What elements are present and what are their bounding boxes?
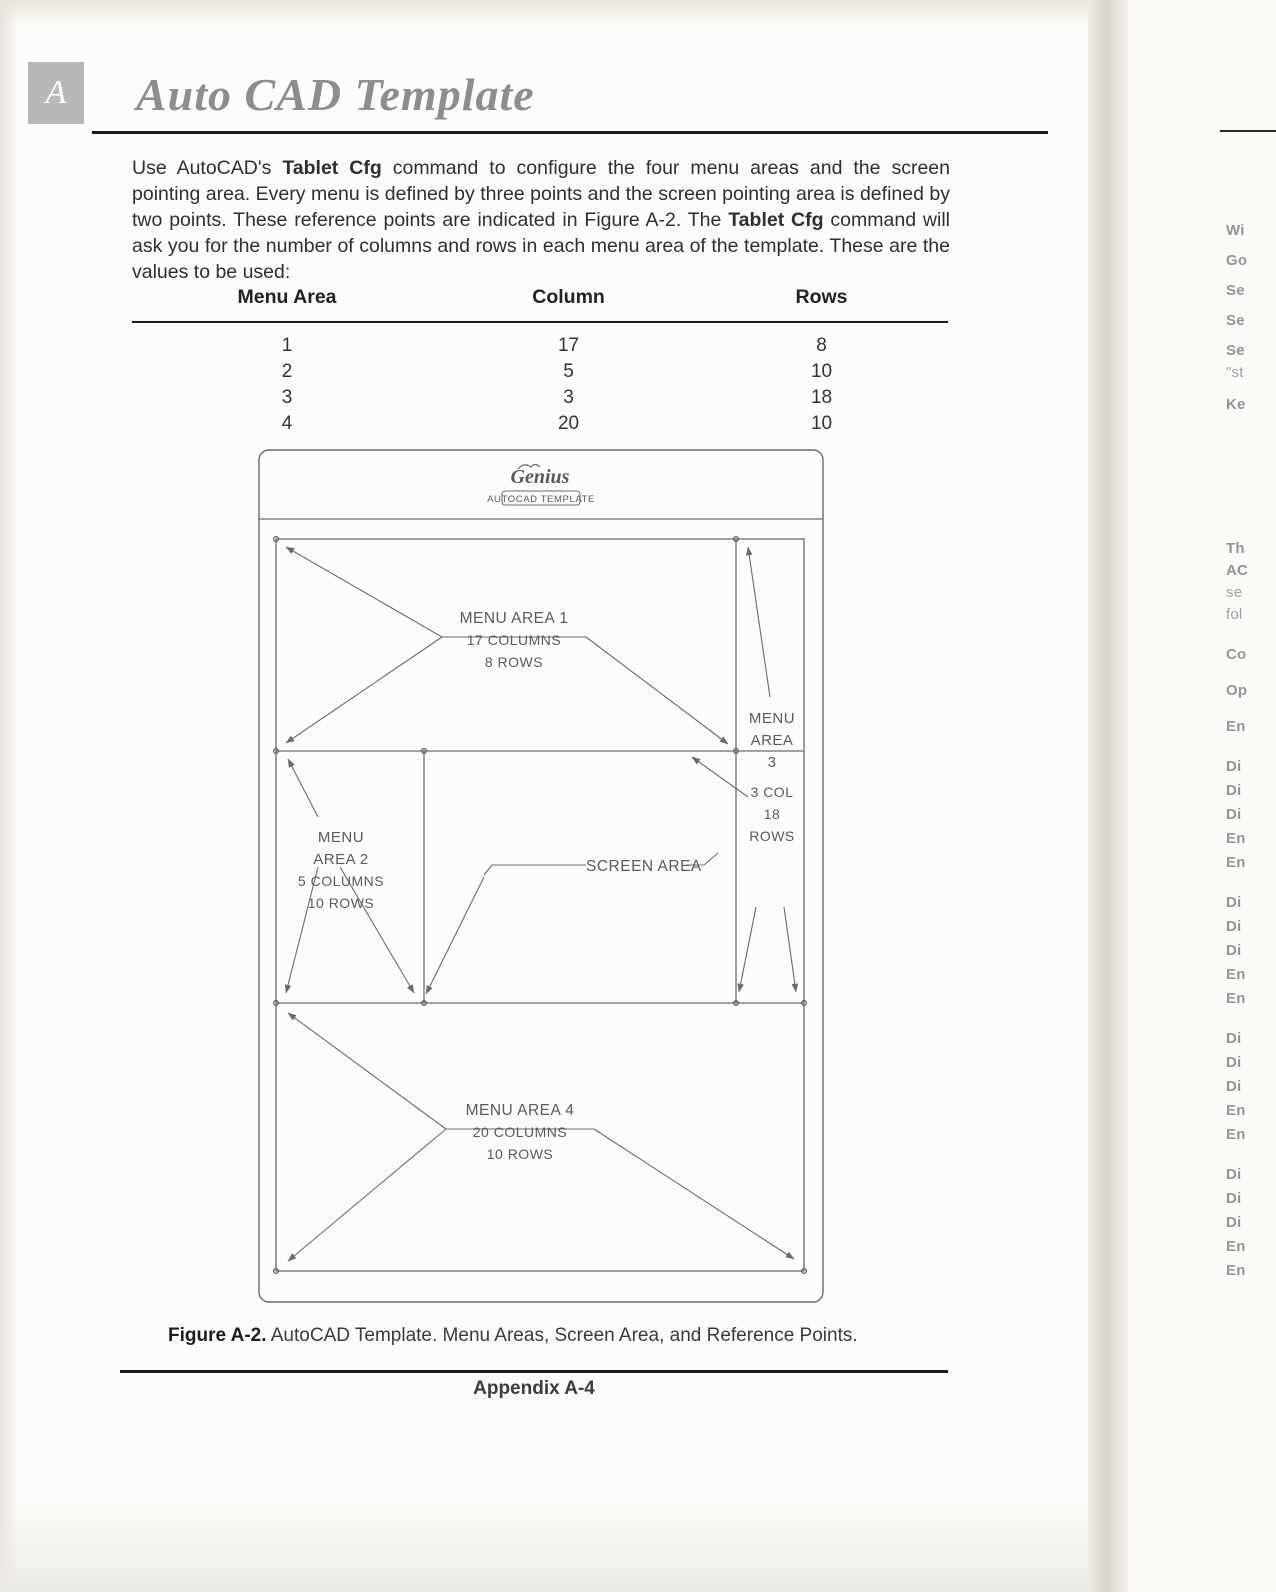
chapter-letter-badge: A (28, 62, 84, 124)
leader-bar-screen-left (484, 865, 586, 875)
cell-column: 17 (557, 335, 580, 356)
table-header-column: Column (532, 286, 605, 308)
genius-logo (487, 465, 595, 506)
next-page-ghost-line: Wi (1226, 222, 1245, 239)
next-page-ghost-line: Di (1226, 942, 1242, 959)
next-page-ghost-line: Di (1226, 1030, 1242, 1047)
figure-caption (168, 1325, 968, 1347)
page-footer: Appendix A-4 (473, 1378, 595, 1399)
label-area1-title: MENU AREA 1 (459, 610, 569, 627)
label-area1-columns: 17 COLUMNS (466, 632, 562, 648)
cell-column: 5 (563, 361, 574, 382)
cell-rows: 18 (810, 387, 833, 408)
table-row (132, 322, 948, 359)
page-edge-shadow-left (0, 0, 18, 1592)
book-gutter-shadow (1088, 0, 1128, 1592)
next-page-ghost-line: En (1226, 1262, 1246, 1279)
next-page-ghost-line: Di (1226, 1054, 1242, 1071)
label-area4-rows: 10 ROWS (486, 1146, 554, 1162)
page-edge-shadow-top (0, 0, 1128, 26)
next-page-ghost-line: se (1226, 584, 1243, 601)
next-page-ghost-line: En (1226, 1126, 1246, 1143)
cell-menu-area: 2 (281, 361, 293, 382)
next-page-ghost-line: En (1226, 830, 1246, 847)
cell-column: 3 (563, 387, 574, 408)
label-area2-columns: 5 COLUMNS (297, 873, 385, 889)
next-page-ghost-line: Di (1226, 782, 1242, 799)
leader-lines-screen (426, 877, 484, 994)
next-page-ghost-line: Ke (1226, 396, 1246, 413)
next-page-ghost-line: Go (1226, 252, 1248, 269)
label-area3-line1: MENU (748, 710, 796, 727)
label-area2-line1: MENU (317, 829, 365, 846)
next-page-ghost-line: Di (1226, 1166, 1242, 1183)
header-divider (92, 131, 1048, 134)
table-header-row (132, 282, 948, 322)
menu-area-table (132, 282, 948, 437)
table-header-menu-area: Menu Area (237, 286, 337, 308)
next-page-ghost-line: Se (1226, 282, 1245, 299)
table-row (132, 411, 948, 437)
label-area4-columns: 20 COLUMNS (472, 1124, 568, 1140)
next-page-ghost-line: En (1226, 718, 1246, 735)
next-page-preview (1128, 0, 1276, 1592)
label-screen-area: SCREEN AREA (586, 858, 702, 875)
next-page-ghost-line: Di (1226, 758, 1242, 775)
table-row (132, 359, 948, 385)
next-page-ghost-line: Di (1226, 918, 1242, 935)
label-area3-line2: AREA (750, 732, 794, 749)
leader-lines-area3 (692, 547, 796, 992)
cell-rows: 10 (810, 413, 833, 434)
label-area3-line3: 3 (767, 754, 777, 771)
label-area2-line2: AREA 2 (313, 851, 369, 868)
next-page-ghost-line: En (1226, 1102, 1246, 1119)
table-row (132, 385, 948, 411)
next-page-rule (1220, 130, 1276, 132)
next-page-ghost-line: En (1226, 990, 1246, 1007)
page-edge-shadow-bottom (0, 1500, 1128, 1592)
label-area2-rows: 10 ROWS (307, 895, 375, 911)
label-area3-rows-word: ROWS (749, 828, 795, 844)
next-page-ghost-line: "st (1226, 364, 1244, 381)
next-page-ghost-line: En (1226, 966, 1246, 983)
cell-menu-area: 4 (281, 413, 293, 434)
label-area4-title: MENU AREA 4 (465, 1102, 575, 1119)
figure-caption-text: AutoCAD Template. Menu Areas, Screen Area, and Reference Points. (266, 1325, 858, 1346)
cell-column: 20 (557, 413, 580, 434)
next-page-ghost-line: Di (1226, 1190, 1242, 1207)
next-page-ghost-line: Di (1226, 1214, 1242, 1231)
next-page-ghost-line: En (1226, 854, 1246, 871)
table-header-rows: Rows (795, 286, 848, 308)
next-page-ghost-line: Co (1226, 646, 1247, 663)
cell-rows: 8 (816, 335, 827, 356)
svg-text:Genius: Genius (510, 466, 570, 488)
label-area3-columns: 3 COL (750, 784, 794, 800)
label-area1-rows: 8 ROWS (484, 654, 544, 670)
next-page-ghost-line: fol (1226, 606, 1243, 623)
cell-menu-area: 3 (281, 387, 293, 408)
page-title: Auto CAD Template (136, 69, 535, 120)
intro-paragraph: Use AutoCAD's Tablet Cfg command to configure the four menu areas and the screen pointing area. Every menu is defined by three points and the screen pointing area is defined by two points. These reference points are indicated in Figure A-2. The Tablet Cfg command will ask you for the number of columns and rows in each menu area of the template. These are the values to be used: (132, 157, 950, 283)
next-page-ghost-line: Se (1226, 312, 1245, 329)
figure-caption-number: Figure A-2. (168, 1325, 267, 1346)
next-page-ghost-line: Se (1226, 342, 1245, 359)
next-page-ghost-line: AC (1226, 562, 1249, 579)
next-page-ghost-line: Th (1226, 540, 1245, 557)
cell-menu-area: 1 (281, 335, 293, 356)
next-page-ghost-line: Di (1226, 1078, 1242, 1095)
figure-autocad-template (256, 447, 826, 1305)
next-page-ghost-line: Di (1226, 894, 1242, 911)
svg-text:AUTOCAD TEMPLATE: AUTOCAD TEMPLATE (487, 494, 595, 505)
footer-divider (120, 1370, 948, 1373)
label-area3-rows-count: 18 (763, 806, 781, 822)
cell-rows: 10 (810, 361, 833, 382)
next-page-ghost-line: Di (1226, 806, 1242, 823)
next-page-ghost-line: Op (1226, 682, 1248, 699)
next-page-ghost-line: En (1226, 1238, 1246, 1255)
